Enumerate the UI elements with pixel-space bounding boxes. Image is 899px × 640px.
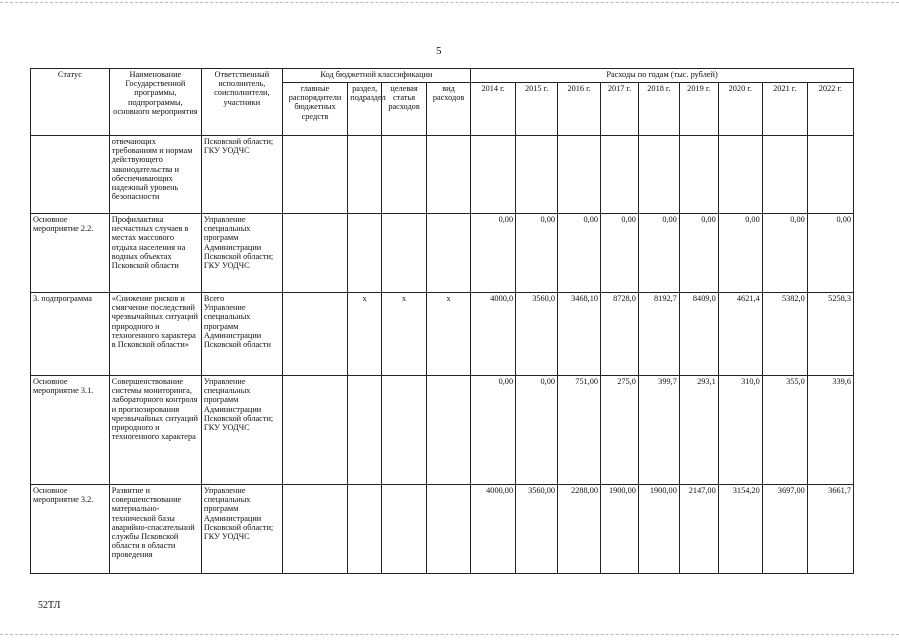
cell-responsible [201, 376, 282, 485]
cell-value: 8728,0 [601, 293, 639, 376]
header-row-1 [31, 69, 854, 83]
cell-value: 4000,00 [471, 485, 516, 574]
cell-name: Развитие и совершенствование материально-технической базы аварийно-спасательной службы Псковской области в области проведения [109, 485, 201, 574]
col-bcc-header: главные распорядители бюджетных средств [282, 83, 348, 136]
cell-value [807, 136, 853, 214]
col-responsible-header: Ответственный исполнитель, соисполнители, участники [201, 69, 282, 136]
cell-bcc [348, 485, 382, 574]
cell-value: 3468,10 [558, 293, 601, 376]
cell-value: 4000,0 [471, 293, 516, 376]
cell-responsible [201, 214, 282, 293]
cell-bcc [282, 293, 348, 376]
cell-value: 5382,0 [762, 293, 807, 376]
cell-bcc [382, 214, 427, 293]
cell-value: 0,00 [638, 214, 679, 293]
cell-value: 0,00 [718, 214, 762, 293]
cell-value: 8192,7 [638, 293, 679, 376]
cell-value: 0,00 [762, 214, 807, 293]
cell-value [471, 136, 516, 214]
col-bcc-header: целевая статья расходов [382, 83, 427, 136]
cell-value: 0,00 [471, 376, 516, 485]
col-year-header: 2019 г. [679, 83, 718, 136]
table-row [31, 214, 854, 293]
responsible-line: ГКУ УОДЧС [203, 146, 250, 156]
cell-value: 2147,00 [679, 485, 718, 574]
cell-value [718, 136, 762, 214]
cell-bcc: х [348, 293, 382, 376]
top-scan-line [0, 2, 899, 3]
cell-value: 399,7 [638, 376, 679, 485]
cell-name: Профилактика несчастных случаев в местах массового отдыха населения на водных объектах Псковской области [109, 214, 201, 293]
cell-name: «Снижение рисков и смягчение последствий чрезвычайных ситуаций природного и техногенного характера в Псковской области» [109, 293, 201, 376]
cell-responsible [201, 136, 282, 214]
cell-bcc [282, 376, 348, 485]
col-year-header: 2018 г. [638, 83, 679, 136]
col-name-header: Наименование Государственной программы, подпрограммы, основного мероприятия [109, 69, 201, 136]
cell-status: 3. подпрограмма [31, 293, 110, 376]
responsible-line: ГКУ УОДЧС [203, 261, 250, 271]
cell-bcc: х [382, 293, 427, 376]
cell-value: 3154,20 [718, 485, 762, 574]
cell-responsible [201, 485, 282, 574]
col-bcc-header: раздел, подраздел [348, 83, 382, 136]
cell-status [31, 136, 110, 214]
cell-value: 5258,3 [807, 293, 853, 376]
cell-value: 0,00 [558, 214, 601, 293]
responsible-line: Управление специальных программ Администрации Псковской области; [203, 215, 274, 261]
cell-value: 3560,00 [516, 485, 558, 574]
cell-value: 3697,00 [762, 485, 807, 574]
col-year-header: 2016 г. [558, 83, 601, 136]
table-row [31, 485, 854, 574]
col-year-header: 2020 г. [718, 83, 762, 136]
cell-value [679, 136, 718, 214]
expenses-group-header: Расходы по годам (тыс. рублей) [471, 69, 854, 83]
cell-value [516, 136, 558, 214]
cell-status: Основное мероприятие 3.1. [31, 376, 110, 485]
col-year-header: 2014 г. [471, 83, 516, 136]
col-year-header: 2015 г. [516, 83, 558, 136]
col-status-header: Статус [31, 69, 110, 136]
cell-value: 1900,00 [601, 485, 639, 574]
cell-bcc [427, 136, 471, 214]
cell-value [601, 136, 639, 214]
cell-bcc [282, 214, 348, 293]
cell-value: 339,6 [807, 376, 853, 485]
cell-bcc [427, 376, 471, 485]
cell-bcc [348, 214, 382, 293]
responsible-line: Всего [203, 294, 225, 303]
cell-bcc [427, 214, 471, 293]
bcc-group-header: Код бюджетной классификации [282, 69, 470, 83]
cell-value [558, 136, 601, 214]
cell-value: 0,00 [516, 376, 558, 485]
responsible-line: Управление специальных программ Администрации Псковской области [203, 303, 271, 350]
footer-code: 52ТЛ [38, 600, 61, 611]
table-row [31, 293, 854, 376]
cell-bcc [348, 376, 382, 485]
cell-bcc [382, 136, 427, 214]
cell-bcc [382, 376, 427, 485]
table-row [31, 136, 854, 214]
cell-name: отвечающих требованиям и нормам действующего законодательства и обеспечивающих надежный уровень безопасности [109, 136, 201, 214]
cell-bcc [282, 136, 348, 214]
cell-value: 275,0 [601, 376, 639, 485]
cell-status: Основное мероприятие 3.2. [31, 485, 110, 574]
cell-value: 310,0 [718, 376, 762, 485]
responsible-line: ГКУ УОДЧС [203, 532, 250, 542]
table-row [31, 376, 854, 485]
bottom-scan-line [0, 634, 899, 635]
cell-value: 3560,0 [516, 293, 558, 376]
col-bcc-header: вид расходов [427, 83, 471, 136]
cell-value: 355,0 [762, 376, 807, 485]
cell-value: 293,1 [679, 376, 718, 485]
cell-value: 0,00 [471, 214, 516, 293]
cell-value: 1900,00 [638, 485, 679, 574]
cell-bcc [282, 485, 348, 574]
cell-value: 4621,4 [718, 293, 762, 376]
cell-value: 8409,0 [679, 293, 718, 376]
cell-bcc: х [427, 293, 471, 376]
responsible-line: Псковской области; [203, 137, 274, 146]
cell-value: 2288,00 [558, 485, 601, 574]
cell-value: 0,00 [516, 214, 558, 293]
cell-value: 0,00 [679, 214, 718, 293]
cell-responsible [201, 293, 282, 376]
cell-status: Основное мероприятие 2.2. [31, 214, 110, 293]
cell-value [638, 136, 679, 214]
budget-table [30, 68, 854, 574]
col-year-header: 2022 г. [807, 83, 853, 136]
cell-bcc [427, 485, 471, 574]
cell-bcc [382, 485, 427, 574]
cell-value: 0,00 [807, 214, 853, 293]
cell-value: 0,00 [601, 214, 639, 293]
cell-value: 3661,7 [807, 485, 853, 574]
responsible-line: Управление специальных программ Администрации Псковской области; [203, 377, 274, 423]
cell-value [762, 136, 807, 214]
cell-name: Совершенствование системы мониторинга, лабораторного контроля и прогнозирования чрезвычайных ситуаций природного и техногенного характера [109, 376, 201, 485]
col-year-header: 2017 г. [601, 83, 639, 136]
cell-value: 751,00 [558, 376, 601, 485]
cell-bcc [348, 136, 382, 214]
responsible-line: ГКУ УОДЧС [203, 423, 250, 433]
page-number: 5 [436, 45, 442, 57]
responsible-line: Управление специальных программ Администрации Псковской области; [203, 486, 274, 532]
col-year-header: 2021 г. [762, 83, 807, 136]
